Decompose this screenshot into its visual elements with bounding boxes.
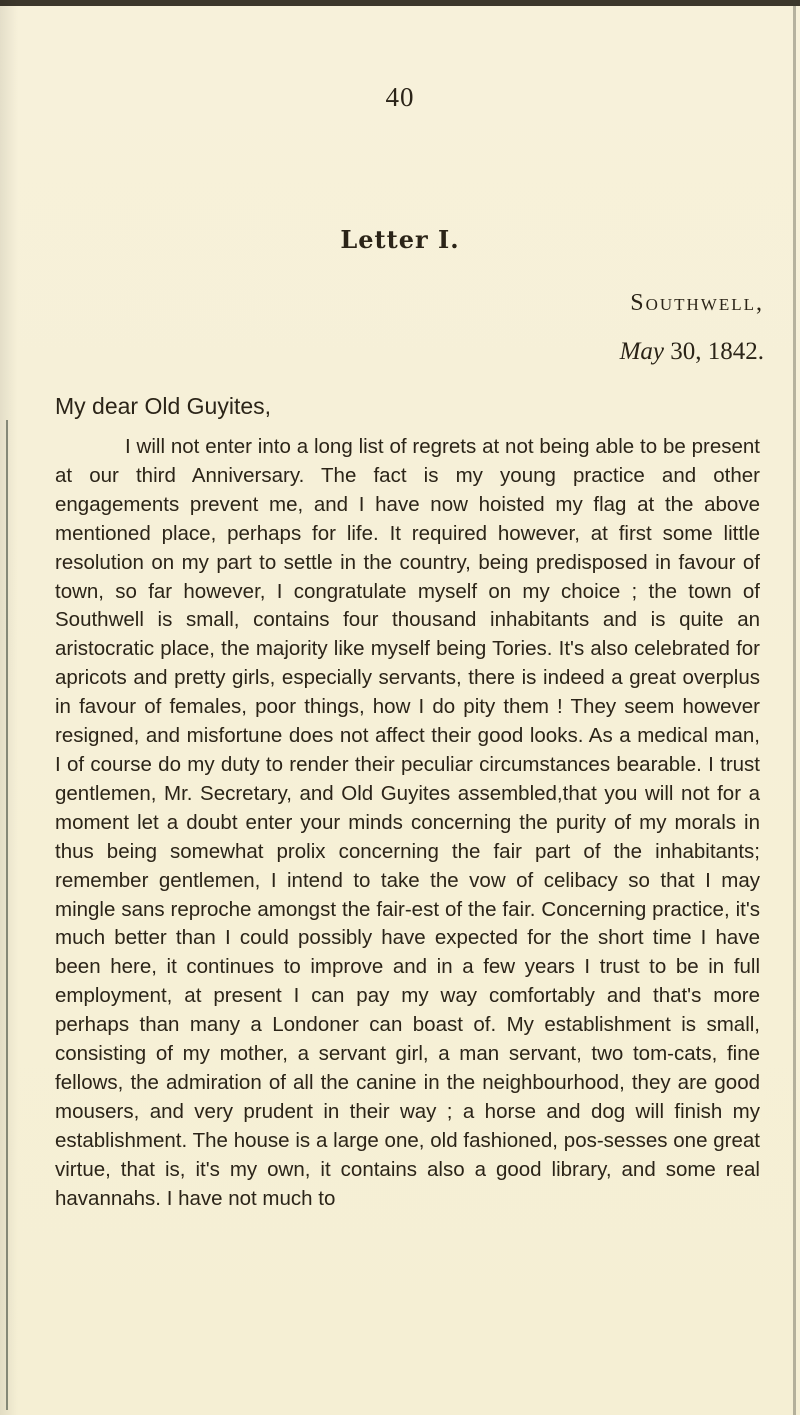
page-number: 40 bbox=[385, 82, 415, 112]
top-edge-rule bbox=[0, 0, 800, 6]
page-edge bbox=[793, 0, 796, 1415]
letter-title: Letter I. bbox=[340, 225, 460, 254]
letter-body: I will not enter into a long list of regrets at not being able to be present at our third Anniversary. The fact is my young practice and other engagements prevent me, and I have now hoisted my flag at the above mentioned place, perhaps for life. It required however, at first some little resolution on my part to settle in the country, being predisposed in favour of town, so far however, I congratulate myself on my choice ; the town of Southwell is small, contains four thousand inhabitants and is quite an aristocratic place, the majority like myself being Tories. It's also celebrated for apricots and pretty girls, especially servants, there is indeed a great overplus in favour of females, poor things, how I do pity them ! They seem however resigned, and misfortune does not affect their good looks. As a medical man, I of course do my duty to render their peculiar circumstances bearable. I trust gentlemen, Mr. Secretary, and Old Guyites assembled,that you will not for a moment let a doubt enter your minds concerning the purity of my morals in thus being somewhat prolix concerning the fair part of the inhabitants; remember gentlemen, I intend to take the vow of celibacy so that I may mingle sans reproche amongst the fair-est of the fair. Concerning practice, it's much better than I could possibly have expected for the short time I have been here, it continues to improve and in a few years I trust to be in full employment, at present I can pay my way comfortably and that's more perhaps than many a Londoner can boast of. My establishment is small, consisting of my mother, a servant girl, a man servant, two tom-cats, fine fellows, the admiration of all the canine in the neighbourhood, they are good mousers, and very prudent in their way ; a horse and dog will finish my establishment. The house is a large one, old fashioned, pos-sesses one great virtue, that is, it's my own, it contains also a good library, and some real havannahs. I have not much to bbox=[55, 435, 760, 1210]
binding-shadow bbox=[0, 0, 18, 1415]
date-day-year: 30, 1842. bbox=[664, 338, 764, 365]
letter-date bbox=[620, 338, 764, 366]
binding-line bbox=[6, 420, 8, 1410]
letter-place: Southwell, bbox=[630, 290, 764, 316]
date-month: May bbox=[619, 338, 664, 365]
salutation: My dear Old Guyites, bbox=[55, 393, 272, 419]
